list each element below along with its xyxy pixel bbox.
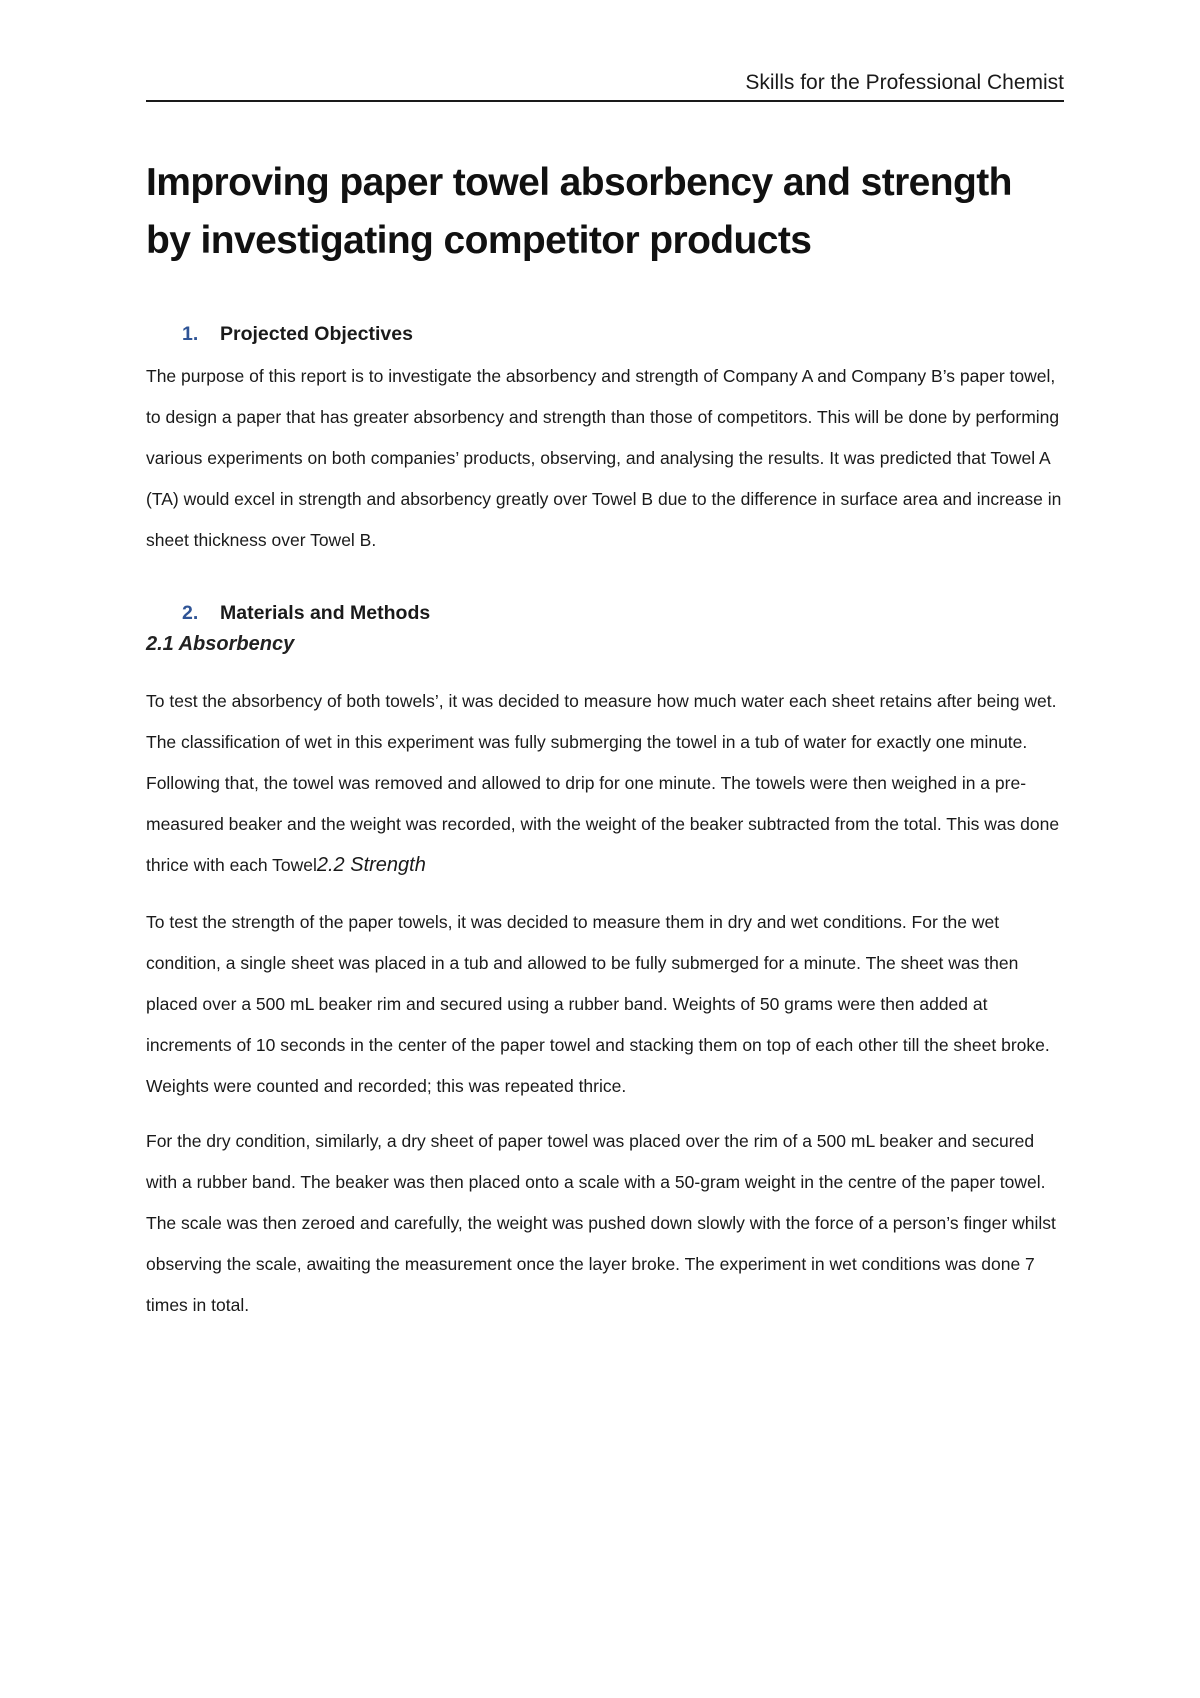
strength-dry-paragraph: For the dry condition, similarly, a dry sheet of paper towel was placed over the rim of a 500 mL beaker and secured with a rubber band. The beaker was then placed onto a scale with a 50-gram weight in the centre of the paper towel. The scale was then zeroed and carefully, the weight was pushed down slowly with the force of a person’s finger whilst observing the scale, awaiting the measurement once the layer broke. The experiment in wet conditions was done 7 times in total.	[146, 1131, 1056, 1315]
absorbency-text: To test the absorbency of both towels’, it was decided to measure how much water each sheet retains after being wet. The classification of wet in this experiment was fully submerging the towel in a tub of water for exactly one minute. Following that, the towel was removed and allowed to drip for one minute. The towels were then weighed in a pre-measured beaker and the weight was recorded, with the weight of the beaker subtracted from the total. This was done thrice with each Towel	[146, 691, 1060, 875]
strength-wet-paragraph: To test the strength of the paper towels, it was decided to measure them in dry and wet conditions. For the wet condition, a single sheet was placed in a tub and allowed to be fully submerged for a minute. The sheet was then placed over a 500 mL beaker rim and secured using a rubber band. Weights of 50 grams were then added at increments of 10 seconds in the center of the paper towel and stacking them on top of each other till the sheet broke. Weights were counted and recorded; this was repeated thrice.	[146, 912, 1050, 1096]
running-header: Skills for the Professional Chemist	[146, 70, 1064, 102]
subsection-heading-absorbency: 2.1 Absorbency	[146, 633, 295, 655]
section-heading-text: Projected Objectives	[220, 323, 413, 345]
section-number: 1.	[182, 323, 199, 345]
section-number: 2.	[182, 602, 199, 624]
section-heading-materials-methods	[146, 599, 1064, 627]
absorbency-paragraph	[146, 681, 1064, 886]
section-heading-objectives	[146, 320, 1064, 348]
subsection-heading-strength: 2.2 Strength	[316, 854, 426, 876]
objectives-paragraph: The purpose of this report is to investigate the absorbency and strength of Company A and Company B’s paper towel, to design a paper that has greater absorbency and strength than those of competitors. This will be done by performing various experiments on both companies’ products, observing, and analysing the results. It was predicted that Towel A (TA) would excel in strength and absorbency greatly over Towel B due to the difference in surface area and increase in sheet thickness over Towel B.	[146, 366, 1062, 550]
document-title: Improving paper towel absorbency and strength by investigating competitor products	[146, 161, 1012, 262]
section-heading-text: Materials and Methods	[220, 602, 431, 624]
document-page	[146, 70, 1064, 1326]
